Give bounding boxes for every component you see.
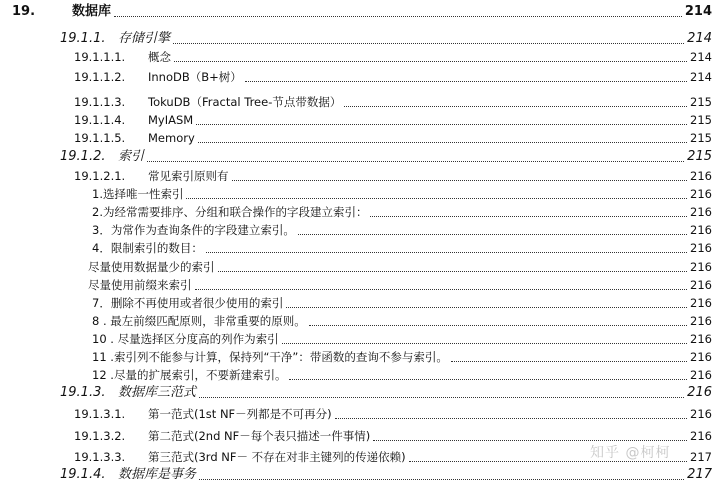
- dot-leader: [173, 43, 684, 44]
- toc-entry-page: 216: [687, 239, 712, 257]
- toc-entry-title: 3．为常作为查询条件的字段建立索引。: [92, 221, 298, 239]
- toc-entry-number: 19.1.3.1.: [74, 407, 126, 421]
- toc-entry-title: 尽量使用数据量少的索引: [88, 258, 218, 276]
- toc-entry-title: 尽量使用前缀来索引: [88, 276, 195, 294]
- toc-entry-page: 217: [684, 466, 712, 484]
- dot-leader: [196, 124, 687, 125]
- dot-leader: [195, 289, 687, 290]
- toc-entry-number: 19.1.1.1.: [74, 50, 126, 64]
- toc-entry-title: 12 .尽量的扩展索引，不要新建索引。: [92, 366, 289, 384]
- toc-entry[interactable]: [0, 294, 720, 312]
- toc-entry-title: 数据库是事务: [118, 466, 199, 484]
- toc-entry-title: 数据库: [72, 3, 114, 21]
- toc-entry[interactable]: [0, 330, 720, 348]
- toc-entry[interactable]: [0, 48, 720, 66]
- toc-entry-page: 215: [687, 111, 712, 129]
- toc-entry-number: 19.1.3.: [60, 385, 106, 400]
- toc-entry[interactable]: [0, 384, 720, 402]
- dot-leader: [298, 234, 687, 235]
- toc-entry[interactable]: [0, 239, 720, 257]
- toc-entry[interactable]: [0, 129, 720, 147]
- toc-entry-title: TokuDB（Fractal Tree-节点带数据）: [148, 93, 344, 111]
- toc-entry-title: 概念: [148, 48, 174, 66]
- toc-entry-number: 19.1.3.2.: [74, 429, 126, 443]
- toc-entry-page: 216: [687, 221, 712, 239]
- dot-leader: [245, 81, 687, 82]
- toc-entry-title: 第一范式(1st NF－列都是不可再分): [148, 405, 335, 423]
- toc-entry-title: 7．删除不再使用或者很少使用的索引: [92, 294, 286, 312]
- dot-leader: [373, 440, 687, 441]
- dot-leader: [199, 479, 684, 480]
- dot-leader: [286, 307, 687, 308]
- toc-entry-number: 19.: [12, 4, 36, 19]
- dot-leader: [147, 161, 684, 162]
- toc-entry[interactable]: [0, 221, 720, 239]
- toc-entry-page: 214: [687, 68, 712, 86]
- toc-entry-page: 216: [684, 384, 712, 402]
- toc-entry-title: 11 .索引列不能参与计算，保持列“干净”：带函数的查询不参与索引。: [92, 348, 451, 366]
- toc-entry-title: 4．限制索引的数目：: [92, 239, 206, 257]
- toc-entry[interactable]: [0, 30, 720, 48]
- toc-entry[interactable]: [0, 276, 720, 294]
- toc-entry-page: 216: [687, 167, 712, 185]
- toc-entry-number: 19.1.1.4.: [74, 113, 126, 127]
- dot-leader: [218, 271, 687, 272]
- toc-entry-page: 214: [682, 3, 712, 21]
- dot-leader: [114, 16, 682, 17]
- toc-entry-number: 19.1.3.3.: [74, 450, 126, 464]
- dot-leader: [344, 106, 687, 107]
- toc-entry[interactable]: [0, 312, 720, 330]
- toc-entry-page: 216: [687, 405, 712, 423]
- toc-entry[interactable]: [0, 366, 720, 384]
- toc-entry-number: 19.1.2.: [60, 149, 106, 164]
- dot-leader: [186, 198, 687, 199]
- toc-entry-page: 217: [687, 448, 712, 466]
- toc-entry-page: 216: [687, 330, 712, 348]
- toc-entry-number: 19.1.4.: [60, 467, 106, 482]
- toc-entry-page: 216: [687, 427, 712, 445]
- toc-entry-page: 216: [687, 348, 712, 366]
- toc-entry-page: 215: [687, 93, 712, 111]
- toc-entry-page: 216: [687, 258, 712, 276]
- watermark: 知乎 @柯柯: [590, 445, 671, 461]
- toc-entry-page: 216: [687, 185, 712, 203]
- toc-entry-number: 19.1.1.3.: [74, 95, 126, 109]
- toc-entry[interactable]: [0, 111, 720, 129]
- toc-entry-title: 8 . 最左前缀匹配原则，非常重要的原则。: [92, 312, 309, 330]
- dot-leader: [232, 180, 687, 181]
- toc-entry[interactable]: [0, 203, 720, 221]
- toc-entry[interactable]: [0, 185, 720, 203]
- dot-leader: [198, 142, 687, 143]
- toc-entry-title: 第三范式(3rd NF－ 不存在对非主键列的传递依赖): [148, 448, 409, 466]
- toc-entry-title: 数据库三范式: [118, 384, 199, 402]
- toc-entry-page: 216: [687, 312, 712, 330]
- toc-entry[interactable]: [0, 167, 720, 185]
- dot-leader: [370, 216, 687, 217]
- toc-entry-page: 216: [687, 276, 712, 294]
- toc-entry-page: 216: [687, 294, 712, 312]
- toc-entry[interactable]: [0, 258, 720, 276]
- toc-entry-page: 214: [684, 30, 712, 48]
- toc-entry[interactable]: [0, 68, 720, 86]
- toc-entry-page: 214: [687, 48, 712, 66]
- toc-entry-title: 第二范式(2nd NF－每个表只描述一件事情): [148, 427, 373, 445]
- toc-entry[interactable]: [0, 405, 720, 423]
- dot-leader: [199, 397, 684, 398]
- toc-entry-title: Memory: [148, 129, 198, 147]
- toc-entry-title: 10 . 尽量选择区分度高的列作为索引: [92, 330, 282, 348]
- toc-entry-number: 19.1.2.1.: [74, 169, 126, 183]
- dot-leader: [206, 252, 687, 253]
- toc-entry-title: 常见索引原则有: [148, 167, 232, 185]
- toc-entry[interactable]: [0, 93, 720, 111]
- toc-entry[interactable]: [0, 466, 720, 484]
- toc-entry-title: 1.选择唯一性索引: [92, 185, 186, 203]
- toc-entry-number: 19.1.1.: [60, 31, 106, 46]
- toc-entry-page: 216: [687, 366, 712, 384]
- dot-leader: [282, 343, 687, 344]
- toc-entry-page: 216: [687, 203, 712, 221]
- dot-leader: [174, 61, 687, 62]
- toc-entry-title: InnoDB（B+树）: [148, 68, 245, 86]
- dot-leader: [289, 379, 687, 380]
- toc-entry-number: 19.1.1.5.: [74, 131, 126, 145]
- toc-entry-title: MyIASM: [148, 111, 196, 129]
- dot-leader: [451, 361, 687, 362]
- toc-entry-title: 存储引擎: [118, 30, 173, 48]
- toc-entry[interactable]: [0, 148, 720, 166]
- toc-entry-number: 19.1.1.2.: [74, 70, 126, 84]
- toc-entry[interactable]: [0, 3, 720, 21]
- toc-entry-page: 215: [687, 129, 712, 147]
- toc-entry-title: 索引: [118, 148, 147, 166]
- toc-entry-page: 215: [684, 148, 712, 166]
- dot-leader: [309, 325, 687, 326]
- dot-leader: [335, 418, 687, 419]
- toc-entry[interactable]: [0, 348, 720, 366]
- toc-entry-title: 2.为经常需要排序、分组和联合操作的字段建立索引：: [92, 203, 370, 221]
